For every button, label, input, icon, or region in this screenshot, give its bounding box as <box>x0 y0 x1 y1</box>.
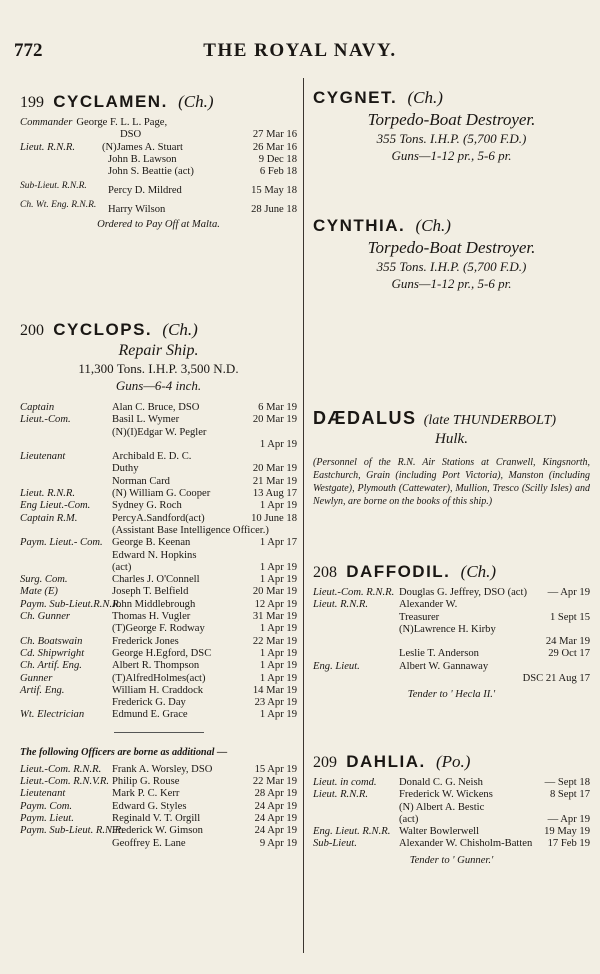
officer-row <box>20 574 297 586</box>
rank: Lieut.-Com. R.N.V.R. <box>20 776 109 788</box>
page-number: 772 <box>14 40 43 61</box>
rank: Lieut.-Com. R.N.R. <box>20 763 102 775</box>
officer-row <box>20 200 297 216</box>
date: 6 Mar 19 <box>258 402 297 413</box>
rank: Sub-Lieut. <box>313 838 357 850</box>
ship-name: DAFFODIL. <box>346 562 451 581</box>
date: 1 Apr 19 <box>259 500 297 512</box>
officer-name: (N) William G. Cooper <box>112 488 211 500</box>
rank <box>313 624 399 636</box>
officer-row <box>20 463 297 475</box>
date: 9 Apr 19 <box>259 837 297 849</box>
ship-cygnet <box>313 88 590 164</box>
date: 22 Mar 19 <box>252 635 297 647</box>
rank: Paym. Lieut. <box>20 812 74 824</box>
officer-name: John S. Beattie (act) <box>108 166 194 178</box>
date: 24 Apr 19 <box>254 825 297 837</box>
ship-heading <box>313 216 590 236</box>
ship-guns: Guns—1-12 pr., 5-6 pr. <box>391 148 512 163</box>
officer-row <box>20 154 297 166</box>
rank: Mate (E) <box>20 586 58 598</box>
officer-row <box>20 476 297 488</box>
rank: Lieutenant <box>20 788 66 800</box>
rank: Captain R.M. <box>20 512 78 524</box>
officer-row <box>20 129 297 141</box>
ship-name: CYCLAMEN. <box>53 92 168 111</box>
rank <box>20 439 112 451</box>
officer-row <box>313 814 590 826</box>
officer-name: (N)(I)Edgar W. Pegler <box>112 426 207 438</box>
date: 17 Feb 19 <box>547 838 590 850</box>
date: — Apr 19 <box>547 587 590 598</box>
rank: Lieut.-Com. <box>20 414 71 426</box>
officer-row <box>20 427 297 439</box>
officer-row <box>20 562 297 574</box>
rank: Paym. Com. <box>20 800 73 812</box>
date: 1 Apr 19 <box>259 647 297 659</box>
rank <box>313 612 399 624</box>
rank <box>20 562 112 574</box>
officer-name: Frank A. Worsley, DSO <box>112 763 213 775</box>
officer-name: Philip G. Rouse <box>112 776 180 788</box>
officer-row <box>20 788 297 800</box>
officer-row <box>20 611 297 623</box>
officer-row <box>20 623 297 635</box>
officer-row <box>20 764 297 776</box>
ship-daedalus <box>313 408 590 508</box>
officer-row <box>20 537 297 549</box>
date: DSC 21 Aug 17 <box>522 673 590 685</box>
officer-name: Norman Card <box>112 475 170 487</box>
rank: Paym. Sub-Lieut.R.N.R. <box>20 598 122 610</box>
date: 19 May 19 <box>544 826 590 838</box>
officer-row <box>20 439 297 451</box>
officer-name: Edmund E. Grace <box>112 709 188 721</box>
rank: Eng. Lieut. <box>313 660 360 672</box>
rank: Paym. Sub-Lieut. R.N.R. <box>20 825 124 837</box>
rank: Wt. Electrician <box>20 709 85 721</box>
date: 15 Apr 19 <box>254 763 297 775</box>
ship-type: Torpedo-Boat Destroyer. <box>367 238 536 257</box>
officer-row <box>20 776 297 788</box>
date: 27 Mar 16 <box>252 129 297 141</box>
officer-name: Geoffrey E. Lane <box>112 837 186 849</box>
ship-number: 200 <box>20 322 44 339</box>
ship-class: (Ch.) <box>162 320 198 339</box>
date: 1 Apr 19 <box>259 561 297 573</box>
date: 9 Dec 18 <box>258 153 297 165</box>
ship-class: (Ch.) <box>460 562 497 581</box>
officer-row <box>313 673 590 685</box>
officer-row <box>20 586 297 598</box>
officer-name: Alan C. Bruce, DSO <box>112 402 200 413</box>
officer-name: Sydney G. Roch <box>112 500 182 512</box>
officer-name: (N) Albert A. Bestic <box>399 801 485 813</box>
officer-row <box>20 166 297 178</box>
rank <box>313 673 399 685</box>
date: 28 Apr 19 <box>254 788 297 800</box>
date: 1 Apr 19 <box>259 660 297 672</box>
date: 22 Mar 19 <box>252 776 297 788</box>
rank: Sub-Lieut. R.N.R. <box>20 181 87 192</box>
date: 8 Sept 17 <box>549 789 590 801</box>
ship-heading <box>313 752 590 772</box>
rank: Lieut. R.N.R. <box>20 141 76 153</box>
rank <box>20 463 112 475</box>
ship-name: DÆDALUS <box>313 408 417 428</box>
officer-name: (T)George F. Rodway <box>112 623 205 635</box>
date: 20 Mar 19 <box>252 463 297 475</box>
ship-class: (Ch.) <box>415 216 451 235</box>
officer-row <box>20 599 297 611</box>
officer-name: Percy D. Mildred <box>108 185 182 197</box>
officer-name: Harry Wilson <box>108 203 166 215</box>
ship-type: Repair Ship. <box>118 342 199 359</box>
rank <box>313 814 399 826</box>
rank: Eng Lieut.-Com. <box>20 500 91 512</box>
date: 24 Apr 19 <box>254 812 297 824</box>
date: 12 Apr 19 <box>254 598 297 610</box>
officer-row <box>313 777 590 789</box>
officer-name <box>399 636 546 648</box>
officer-name: Edward N. Hopkins <box>112 549 197 561</box>
date: 1 Apr 19 <box>259 672 297 684</box>
ship-number: 209 <box>313 754 337 771</box>
officer-name: Douglas G. Jeffrey, DSO (act) <box>399 587 527 598</box>
ship-daffodil <box>313 562 590 701</box>
date: 1 Apr 17 <box>259 537 297 549</box>
ship-heading <box>313 408 590 429</box>
officer-row <box>313 802 590 814</box>
rank <box>20 525 112 537</box>
officer-name: Treasurer <box>399 611 440 623</box>
date: 29 Oct 17 <box>548 648 590 660</box>
rank: Lieut. in comd. <box>313 777 377 788</box>
officer-row <box>20 801 297 813</box>
rank: Gunner <box>20 672 53 684</box>
date: 1 Apr 19 <box>259 709 297 721</box>
ship-spec: 355 Tons. I.H.P. (5,700 F.D.) <box>376 259 527 274</box>
rank: Lieut. R.N.R. <box>313 789 369 801</box>
section-rule <box>114 732 204 733</box>
officer-name: Thomas H. Vugler <box>112 611 191 623</box>
date: 15 May 18 <box>251 185 297 197</box>
officer-name: Charles J. O'Connell <box>112 574 200 586</box>
date: 1 Sept 15 <box>549 611 590 623</box>
ship-note: Tender to ' Hecla II.' <box>407 689 496 701</box>
rank <box>20 838 112 850</box>
rank: Lieut. R.N.R. <box>313 599 369 611</box>
ship-heading <box>20 92 297 112</box>
rank: Lieut.-Com. R.N.R. <box>313 587 395 598</box>
officer-name: Frederick W. Wickens <box>399 789 493 801</box>
officer-row <box>313 636 590 648</box>
officer-row <box>313 624 590 636</box>
officer-name: PercyA.Sandford(act) <box>112 512 205 524</box>
officer-name <box>112 439 260 451</box>
ship-heading <box>313 562 590 582</box>
rank: Artif. Eng. <box>20 684 65 696</box>
date: 28 June 18 <box>251 203 297 215</box>
officer-row <box>20 550 297 562</box>
officer-name: Edward G. Styles <box>112 800 187 812</box>
officer-row <box>20 142 297 154</box>
ship-number: 208 <box>313 564 337 581</box>
officer-row <box>313 661 590 673</box>
officer-name: (N)James A. Stuart <box>102 141 183 153</box>
ship-name: DAHLIA. <box>346 752 426 771</box>
officer-row <box>20 636 297 648</box>
rank <box>313 648 399 660</box>
officer-name: Albert W. Gannaway <box>399 660 489 672</box>
officer-name: Alexander W. Chisholm-Batten <box>399 838 533 850</box>
rank <box>20 697 112 709</box>
date: 10 June 18 <box>251 512 297 524</box>
ship-class: (Ch.) <box>407 88 443 107</box>
officer-row <box>20 685 297 697</box>
ship-heading <box>313 88 590 108</box>
date: — Sept 18 <box>544 777 590 788</box>
rank: Ch. Artif. Eng. <box>20 660 82 672</box>
officer-name: Reginald V. T. Orgill <box>112 812 201 824</box>
page-header <box>0 40 600 64</box>
date: 24 Mar 19 <box>545 636 590 648</box>
date: 6 Feb 18 <box>259 166 297 178</box>
officer-list <box>313 587 590 685</box>
ship-name: CYGNET. <box>313 88 398 107</box>
officer-name: Frederick G. Day <box>112 697 186 709</box>
officer-row <box>313 612 590 624</box>
ship-cynthia <box>313 216 590 292</box>
ship-guns: Guns—1-12 pr., 5-6 pr. <box>391 276 512 291</box>
page-title: THE ROYAL NAVY. <box>203 40 397 61</box>
ship-spec: 355 Tons. I.H.P. (5,700 F.D.) <box>376 131 527 146</box>
ship-class: (late THUNDERBOLT) <box>423 413 557 428</box>
officer-name: Donald C. G. Neish <box>399 777 483 788</box>
date: 13 Aug 17 <box>252 488 297 500</box>
officer-name: Leslie T. Anderson <box>399 648 479 660</box>
officer-name: (T)AlfredHolmes(act) <box>112 672 206 684</box>
officer-name: Archibald E. D. C. <box>112 451 192 463</box>
officer-name: Albert R. Thompson <box>112 660 200 672</box>
rank <box>313 636 399 648</box>
officer-row <box>20 709 297 721</box>
date: 1 Apr 19 <box>259 574 297 586</box>
rank: Lieutenant <box>20 451 66 463</box>
rank: Cd. Shipwright <box>20 647 85 659</box>
ship-class: (Ch.) <box>178 92 214 111</box>
officer-row <box>20 414 297 426</box>
officer-name: (act) <box>399 813 419 825</box>
officer-row <box>20 500 297 512</box>
officer-row <box>20 648 297 660</box>
officer-name: Frederick W. Gimson <box>112 825 203 837</box>
rank: Ch. Wt. Eng. R.N.R. <box>20 199 97 210</box>
officer-row <box>313 789 590 801</box>
ship-note: Ordered to Pay Off at Malta. <box>97 219 220 231</box>
ship-type: Hulk. <box>435 431 468 447</box>
ship-name: CYCLOPS. <box>53 320 153 339</box>
officer-row <box>20 513 297 525</box>
date: 24 Apr 19 <box>254 800 297 812</box>
officer-name: William H. Craddock <box>112 684 204 696</box>
date: — Apr 19 <box>547 813 590 825</box>
officer-row <box>313 838 590 850</box>
rank: Paym. Lieut.- Com. <box>20 537 103 549</box>
rank: Captain <box>20 402 55 413</box>
officer-row <box>20 402 297 414</box>
rank <box>313 802 399 814</box>
officer-name: Joseph T. Belfield <box>112 586 189 598</box>
officer-row <box>20 813 297 825</box>
officer-list <box>313 777 590 851</box>
officer-row <box>20 660 297 672</box>
ship-cyclops <box>20 320 297 850</box>
officer-name: (Assistant Base Intelligence Officer.) <box>112 524 269 536</box>
date: 20 Mar 19 <box>252 414 297 426</box>
officer-row <box>20 451 297 463</box>
date: 1 Apr 19 <box>259 623 297 635</box>
officer-row <box>20 697 297 709</box>
officer-name: Alexander W. <box>399 599 458 611</box>
officer-row <box>20 525 297 537</box>
ship-cyclamen <box>20 92 297 231</box>
officer-row <box>20 181 297 197</box>
officer-name: Mark P. C. Kerr <box>112 788 180 800</box>
rank <box>20 476 112 488</box>
date: 31 Mar 19 <box>252 611 297 623</box>
date: 23 Apr 19 <box>254 697 297 709</box>
rank: Lieut. R.N.R. <box>20 488 76 500</box>
officer-row <box>313 599 590 611</box>
officer-name: DSO <box>120 129 142 141</box>
ship-heading <box>20 320 297 340</box>
officer-row <box>20 838 297 850</box>
officer-row <box>20 673 297 685</box>
additional-list <box>20 764 297 850</box>
officer-row <box>20 117 297 129</box>
ship-class: (Po.) <box>435 752 471 771</box>
officer-name: Basil L. Wymer <box>112 414 180 426</box>
officer-name: (N)Lawrence H. Kirby <box>399 623 496 635</box>
officer-name: John B. Lawson <box>108 153 177 165</box>
officer-name: (act) <box>112 561 132 573</box>
officer-name: John Middlebrough <box>112 598 196 610</box>
rank: Ch. Gunner <box>20 611 71 623</box>
rank: Ch. Boatswain <box>20 635 83 647</box>
date: 26 Mar 16 <box>252 141 297 153</box>
officer-name: George B. Keenan <box>112 537 191 549</box>
rank: Surg. Com. <box>20 574 68 586</box>
date: 20 Mar 19 <box>252 586 297 598</box>
officer-name: Duthy <box>112 463 139 475</box>
officer-name: George H.Egford, DSC <box>112 647 212 659</box>
officer-name: George F. L. L. Page, <box>76 117 168 128</box>
rank: Commander <box>20 117 73 128</box>
officer-name: Walter Bowlerwell <box>399 826 480 838</box>
date: 21 Mar 19 <box>252 475 297 487</box>
officer-name: Frederick Jones <box>112 635 179 647</box>
rank: Eng. Lieut. R.N.R. <box>313 826 391 838</box>
officer-name <box>399 673 523 685</box>
ship-dahlia <box>313 752 590 867</box>
ship-guns: Guns—6-4 inch. <box>115 378 202 393</box>
column-divider <box>303 78 304 953</box>
officer-row <box>20 488 297 500</box>
ship-name: CYNTHIA. <box>313 216 406 235</box>
officer-row <box>313 826 590 838</box>
rank <box>20 550 112 562</box>
officer-row <box>20 825 297 837</box>
officer-row <box>313 587 590 599</box>
officer-row <box>313 648 590 660</box>
ship-note: Tender to ' Gunner.' <box>409 854 494 866</box>
officer-list <box>20 402 297 722</box>
date: 14 Mar 19 <box>252 684 297 696</box>
rank <box>20 623 112 635</box>
date: 1 Apr 19 <box>259 438 297 450</box>
ship-spec: 11,300 Tons. I.H.P. 3,500 N.D. <box>78 361 239 376</box>
ship-number: 199 <box>20 94 44 111</box>
additional-heading: The following Officers are borne as additional — <box>20 746 228 758</box>
rank <box>20 427 112 439</box>
ship-note: (Personnel of the R.N. Air Stations at Cranwell, Kingsnorth, Eastchurch, Grain (including Port Victoria), Manston (including Westgate), Plymouth (Cattewater), Mullion, Tresco (Scilly Isles) and Newlyn, are borne on the books of this ship.) <box>313 457 590 507</box>
ship-type: Torpedo-Boat Destroyer. <box>367 110 536 129</box>
